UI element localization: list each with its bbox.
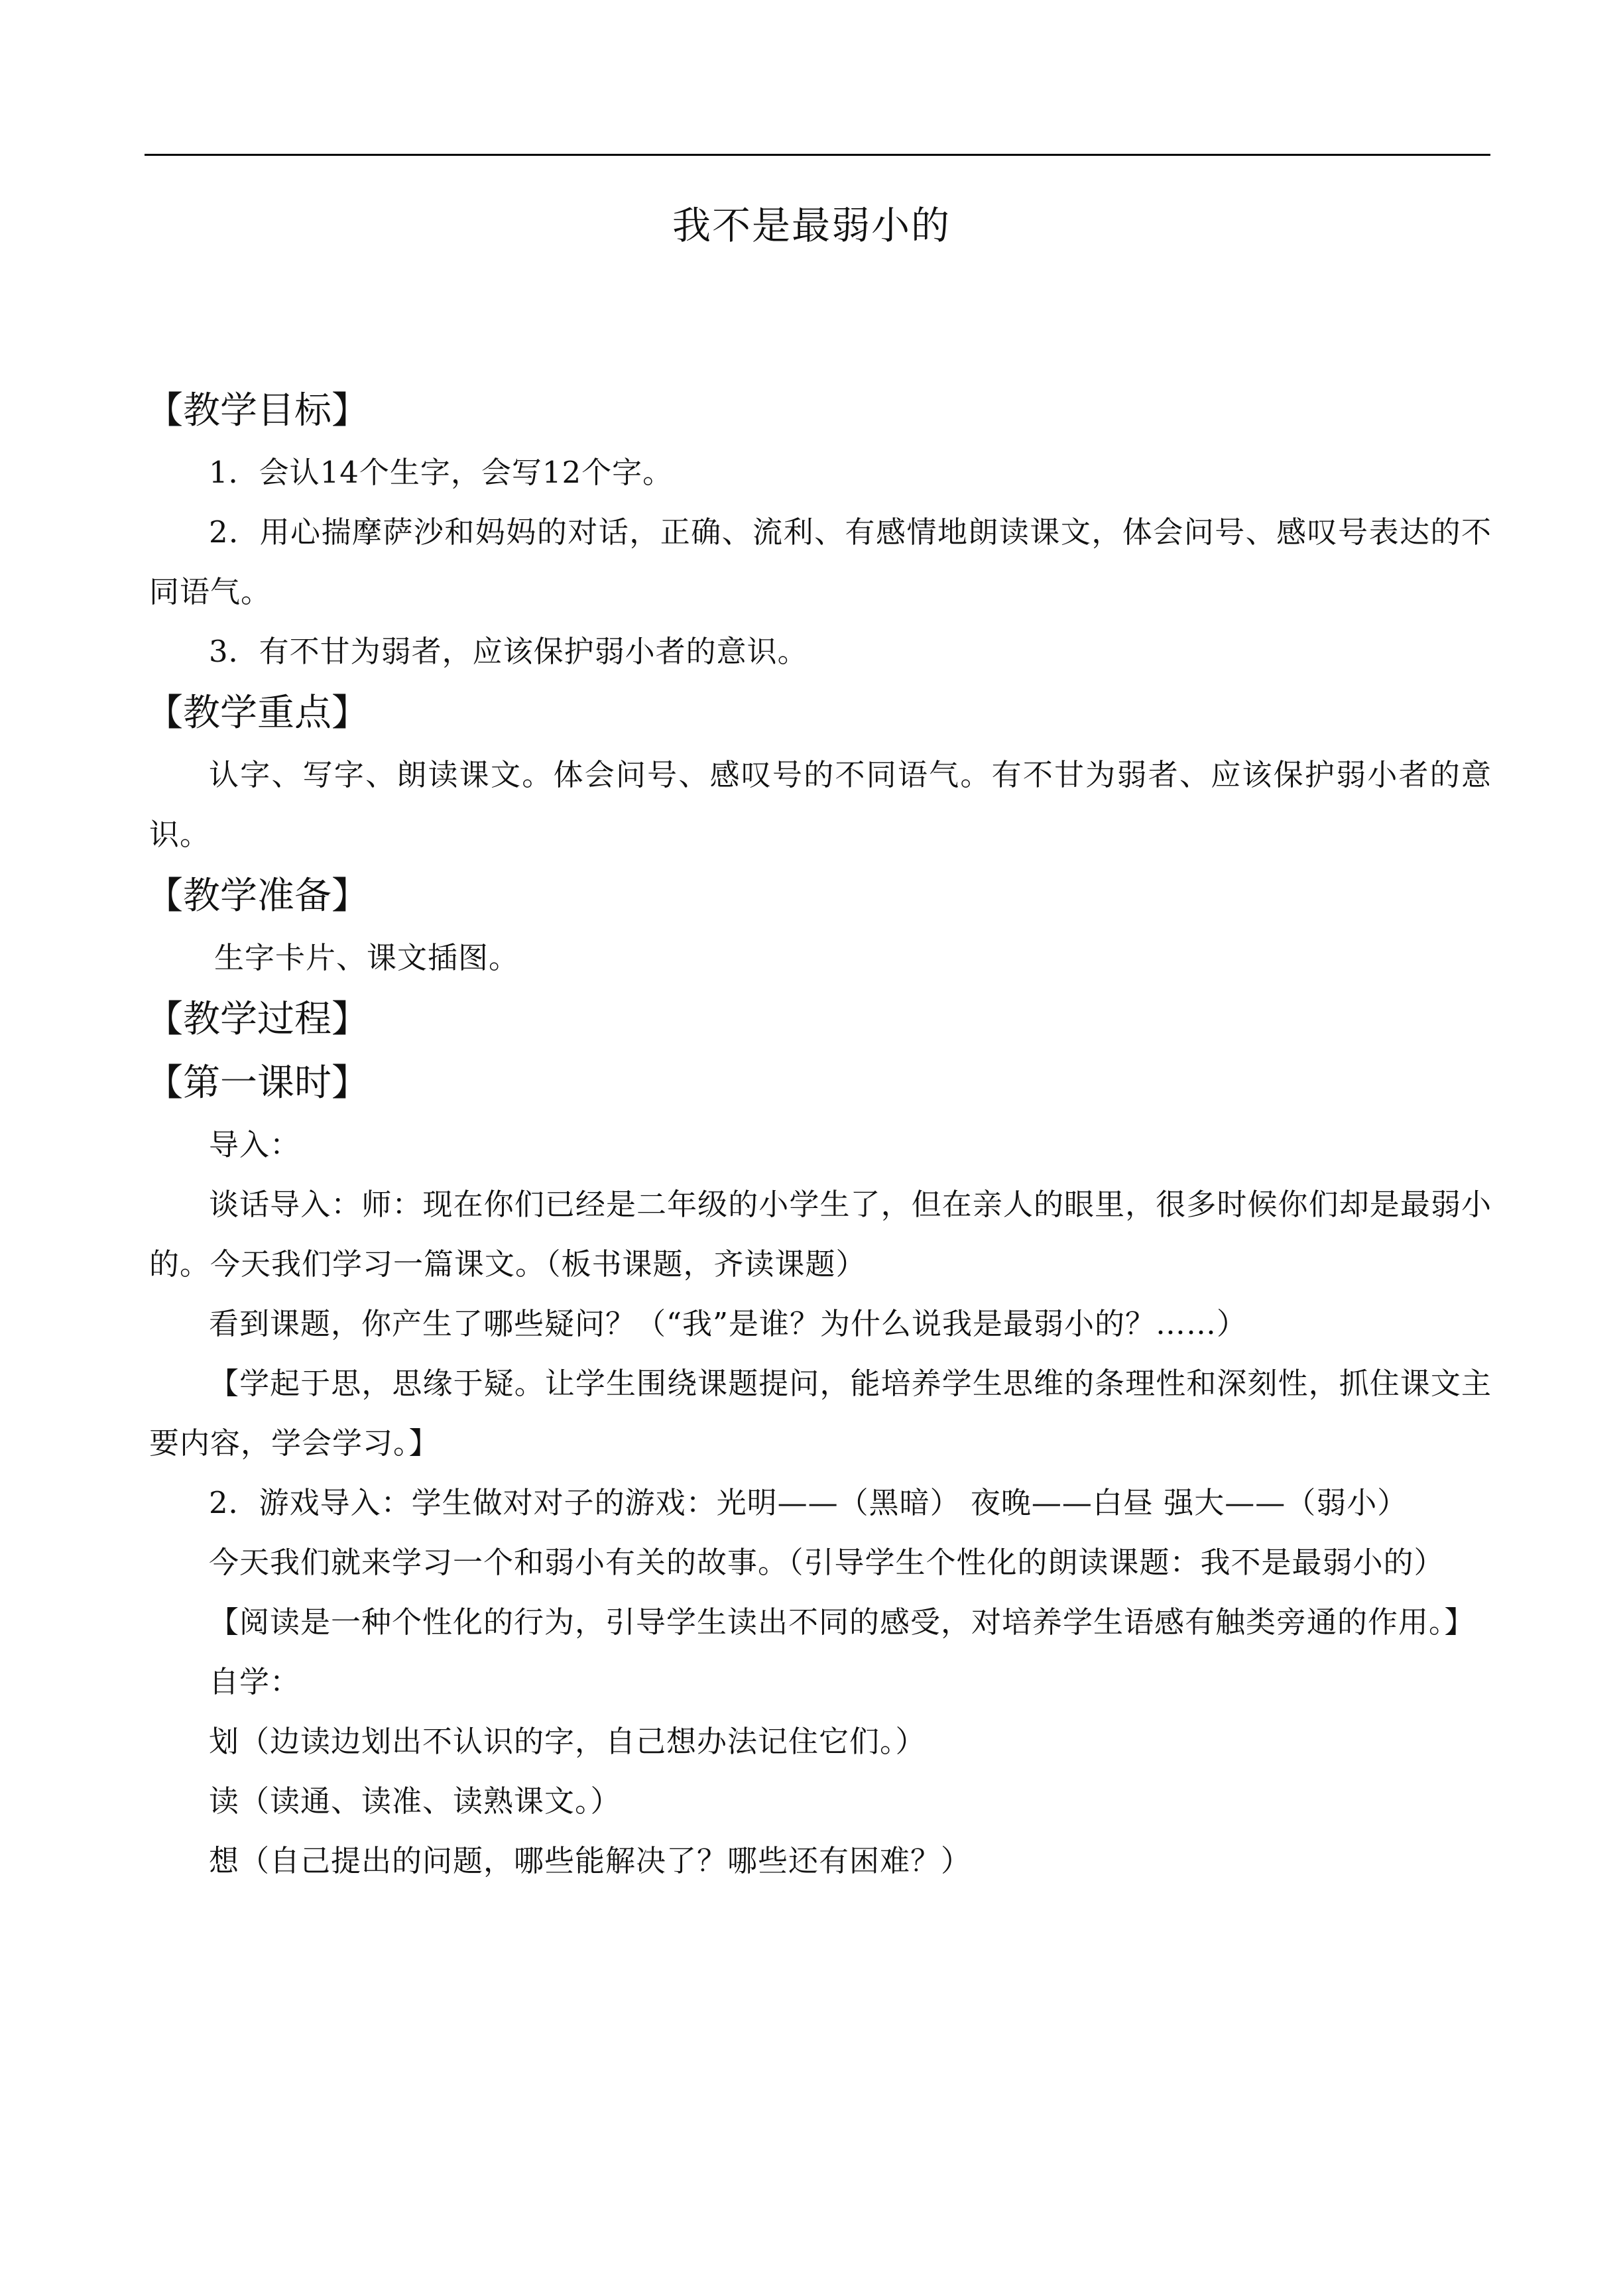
objective-item: 3．有不甘为弱者，应该保护弱小者的意识。 — [209, 634, 808, 669]
lesson-paragraph: 谈话导入：师：现在你们已经是二年级的小学生了，但在亲人的眼里，很多时候你们却是最弱小的。今天我们学习一篇课文。（板书课题，齐读课题） — [149, 1187, 1492, 1282]
lesson-paragraph: 2．游戏导入：学生做对对子的游戏：光明——（黑暗） 夜晚——白昼 强大——（弱小） — [209, 1485, 1408, 1520]
section-heading-key-points: 【教学重点】 — [146, 692, 369, 735]
preparation-text: 生字卡片、课文插图。 — [214, 940, 520, 975]
lesson-paragraph: 想（自己提出的问题，哪些能解决了？哪些还有困难？） — [209, 1843, 972, 1878]
section-heading-preparation: 【教学准备】 — [146, 875, 369, 918]
lesson-paragraph: 划（边读边划出不认识的字，自己想办法记住它们。） — [209, 1724, 926, 1759]
objective-item: 2．用心揣摩萨沙和妈妈的对话，正确、流利、有感情地朗读课文，体会问号、感叹号表达的不同语气。 — [149, 514, 1492, 609]
lesson-note: 【学起于思，思缘于疑。让学生围绕课题提问，能培养学生思维的条理性和深刻性，抓住课文主要内容，学会学习。】 — [149, 1366, 1492, 1461]
key-points-text: 认字、写字、朗读课文。体会问号、感叹号的不同语气。有不甘为弱者、应该保护弱小者的意识。 — [149, 757, 1492, 852]
lesson-paragraph: 导入： — [209, 1127, 301, 1162]
objective-item: 1．会认14个生字，会写12个字。 — [209, 455, 674, 490]
lesson-paragraph: 自学： — [209, 1664, 301, 1699]
page-title: 我不是最弱小的 — [672, 203, 951, 248]
section-heading-process: 【教学过程】 — [146, 998, 369, 1041]
lesson-paragraph: 看到课题，你产生了哪些疑问？（“我”是谁？为什么说我是最弱小的？……） — [209, 1306, 1248, 1341]
lesson-note: 【阅读是一种个性化的行为，引导学生读出不同的感受，对培养学生语感有触类旁通的作用。】 — [209, 1604, 1475, 1640]
document-body — [146, 379, 1492, 1891]
header-rule — [145, 154, 1490, 156]
lesson-paragraph: 今天我们就来学习一个和弱小有关的故事。（引导学生个性化的朗读课题：我不是最弱小的） — [209, 1545, 1445, 1580]
lesson-paragraph: 读（读通、读准、读熟课文。） — [209, 1783, 621, 1819]
section-heading-first-lesson: 【第一课时】 — [146, 1061, 369, 1105]
section-heading-objectives: 【教学目标】 — [146, 389, 369, 432]
